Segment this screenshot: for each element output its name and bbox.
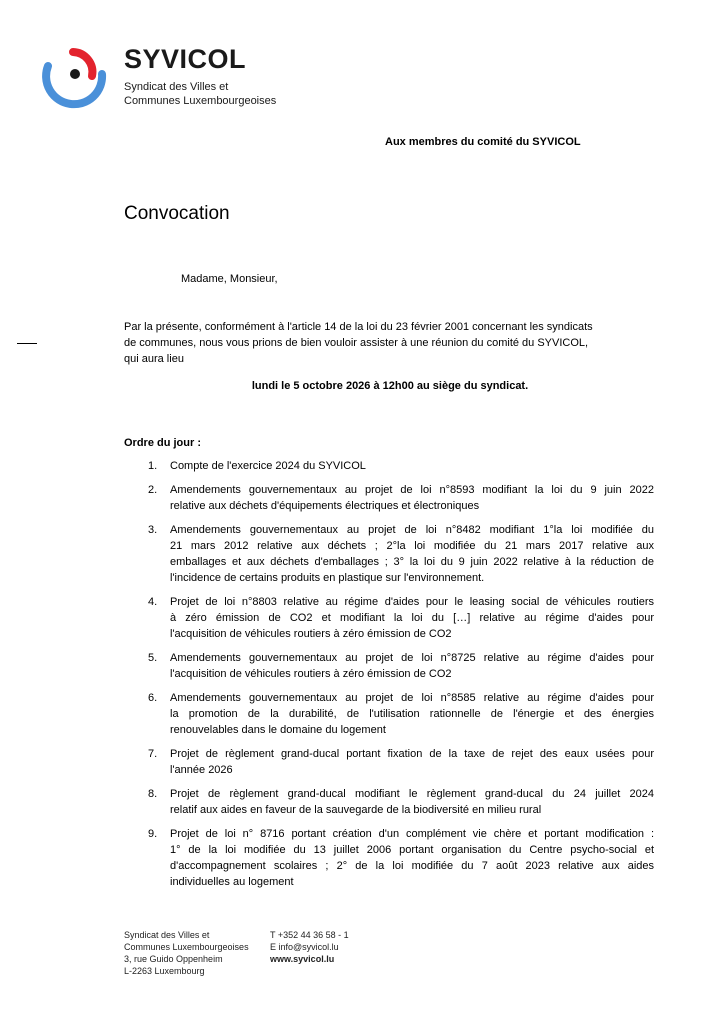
agenda-item-line: Amendements gouvernementaux au projet de loi n°8725 relative au régime d'aides pour [170,652,654,664]
agenda-item-line: la promotion de la durabilité, de l'utilisation rationnelle de l'énergie et des énergies [170,708,654,720]
footer-phone: T +352 44 36 58 - 1 [270,930,349,940]
footer-address-line: Syndicat des Villes et [124,930,210,940]
fold-mark [17,343,37,344]
agenda-item-line: à zéro émission de CO2 et modifiant la loi du […] relative au régime d'aides pour [170,612,654,624]
brand-subtitle-line: Syndicat des Villes et [124,81,229,93]
agenda-item-line: 21 mars 2012 relative aux déchets ; 2°la loi modifiée du 21 mars 2017 relative aux [170,540,654,552]
meeting-date: lundi le 5 octobre 2026 à 12h00 au siège du syndicat. [251,380,529,392]
agenda-item-number: 5. [148,652,158,664]
footer-website-link[interactable]: www.syvicol.lu [270,954,335,964]
agenda-item-number: 9. [148,828,158,840]
footer-contact [270,929,349,965]
page-title: Convocation [124,203,230,224]
agenda-item-number: 2. [148,484,158,496]
intro-paragraph [124,319,656,367]
agenda-item-line: individuelles au logement [170,876,294,888]
intro-line: qui aura lieu [124,353,184,365]
agenda-item-number: 6. [148,692,158,704]
footer-email[interactable]: E info@syvicol.lu [270,942,339,952]
agenda-item-text [170,746,654,778]
agenda-item-text [170,522,654,586]
agenda-item-line: Amendements gouvernementaux au projet de loi n°8482 modifiant 1°la loi modifiée du [170,524,654,536]
intro-line: Par la présente, conformément à l'article 14 de la loi du 23 février 2001 concernant les syndicats [124,321,593,333]
agenda-item-text [170,826,654,890]
agenda-item-number: 4. [148,596,158,608]
agenda-item-number: 1. [148,460,158,472]
brand-subtitle-line: Communes Luxembourgeoises [124,95,277,107]
agenda-item-text [170,786,654,818]
recipient-line: Aux membres du comité du SYVICOL [385,136,581,148]
agenda-item-line: l'incidence de certains produits en plastique sur l'environnement. [170,572,485,584]
footer-address-line: L-2263 Luxembourg [124,966,205,976]
agenda-item-text [170,482,654,514]
agenda-item-number: 3. [148,524,158,536]
agenda-item-line: Projet de règlement grand-ducal portant fixation de la taxe de rejet des eaux usées pour [170,748,654,760]
agenda-item-number: 8. [148,788,158,800]
agenda-item-line: Compte de l'exercice 2024 du SYVICOL [170,460,366,472]
footer-address-line: 3, rue Guido Oppenheim [124,954,223,964]
agenda-item-text [170,650,654,682]
agenda-item-line: emballages et aux déchets d'emballages ; 3° la loi du 9 juin 2022 relative à la réduction de [170,556,654,568]
agenda-item-line: Projet de loi n° 8716 portant création d'un complément vie chère et portant modification : [170,828,654,840]
agenda-item-line: Amendements gouvernementaux au projet de loi n°8585 relative au régime d'aides pour [170,692,654,704]
agenda-item-line: Projet de loi n°8803 relative au régime d'aides pour le leasing social de véhicules routiers [170,596,654,608]
agenda-item-text [170,594,654,642]
agenda-item-line: 1° de la loi modifiée du 13 juillet 2006 portant organisation du Centre psycho-social et [170,844,654,856]
agenda-item-text [170,458,654,474]
agenda-item-line: relative aux déchets d'équipements électriques et électroniques [170,500,480,512]
intro-line: de communes, nous vous prions de bien vouloir assister à une réunion du comité du SYVICOL, [124,337,589,349]
agenda-item-line: l'année 2026 [170,764,233,776]
footer-address [124,929,249,977]
footer-address-line: Communes Luxembourgeoises [124,942,249,952]
agenda-item-line: Projet de règlement grand-ducal modifiant le règlement grand-ducal du 24 juillet 2024 [170,788,654,800]
syvicol-logo [42,44,108,110]
agenda-item-line: l'acquisition de véhicules routiers à zéro émission de CO2 [170,628,452,640]
brand-subtitle [124,80,276,108]
agenda-item-number: 7. [148,748,158,760]
salutation: Madame, Monsieur, [181,273,278,285]
brand-name: SYVICOL [124,44,247,74]
agenda-item-line: Amendements gouvernementaux au projet de loi n°8593 modifiant la loi du 9 juin 2022 [170,484,654,496]
agenda-item-line: relatif aux aides en faveur de la sauvegarde de la biodiversité en milieu rural [170,804,542,816]
agenda-item-text [170,690,654,738]
agenda-item-line: renouvelables dans le domaine du logement [170,724,386,736]
agenda-heading: Ordre du jour : [124,437,201,449]
agenda-item-line: d'accompagnement scolaires ; 2° de la loi modifiée du 7 août 2023 relative aux aides [170,860,654,872]
agenda-item-line: l'acquisition de véhicules routiers à zéro émission de CO2 [170,668,452,680]
